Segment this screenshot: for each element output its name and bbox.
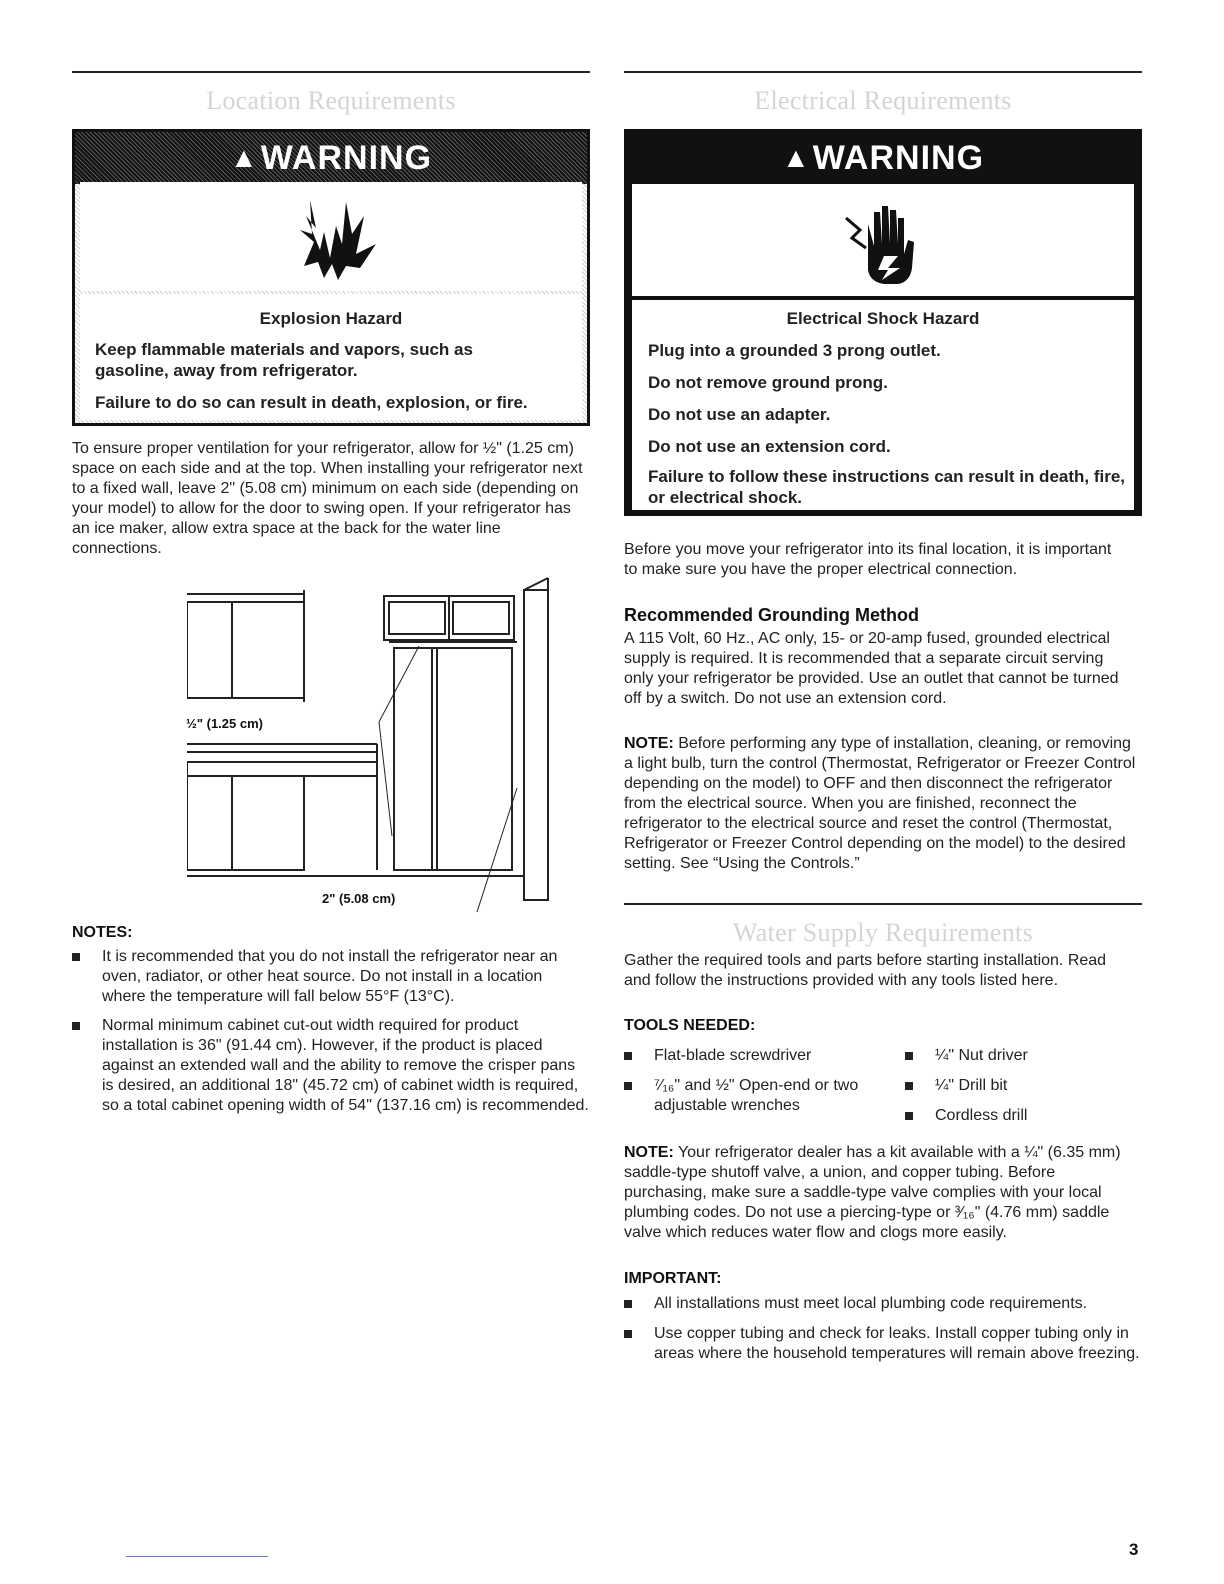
ventilation-paragraph: To ensure proper ventilation for your refrigerator, allow for ½" (1.25 cm) space on each side and at the top. When installing your refrigerator next to a fixed wall, leave 2" (5.08 cm) minimum on each side (depending on your model) to allow for the door to swing open. If your refrigerator has an ice maker, allow extra space at the back for the water line connections.	[72, 440, 583, 557]
important-label: IMPORTANT:	[624, 1270, 722, 1287]
shock-hazard-line: Failure to follow these instructions can result in death, fire, or electrical shock.	[648, 467, 1126, 507]
diagram-label-two-inch: 2" (5.08 cm)	[322, 891, 396, 906]
note-item	[72, 1016, 590, 1136]
shock-icon-panel	[632, 184, 1134, 296]
warning-label: WARNING	[260, 138, 433, 177]
shock-hazard-title: Electrical Shock Hazard	[786, 309, 980, 328]
bullet-square-icon	[905, 1052, 913, 1060]
important-item	[624, 1324, 1142, 1386]
section-divider	[624, 903, 1142, 905]
bullet-square-icon	[905, 1112, 913, 1120]
explosion-text-panel	[80, 294, 582, 420]
tools-needed-label: TOOLS NEEDED:	[624, 1017, 756, 1034]
tool-item	[905, 1076, 1142, 1098]
shock-hazard-line: Do not remove ground prong.	[648, 373, 888, 392]
note-text: Before performing any type of installation, cleaning, or removing a light bulb, turn the control (Thermostat, Refrigerator or Freezer Control depending on the model) to OFF and then disconnect the refrigerator from the electrical source. When you are finished, reconnect the refrigerator to the electrical source and reset the control (Thermostat, Refrigerator or Freezer Control depending on the model) to the desired setting. See “Using the Controls.”	[624, 735, 1136, 872]
shock-hazard-line: Do not use an adapter.	[648, 405, 831, 424]
important-text: Use copper tubing and check for leaks. Install copper tubing only in areas where the household temperatures will remain above freezing.	[654, 1325, 1140, 1362]
warning-label: WARNING	[812, 138, 985, 177]
note-label: NOTE:	[624, 1144, 674, 1161]
water-note-paragraph	[624, 1143, 1139, 1243]
warning-header	[627, 132, 1139, 184]
electrical-intro-paragraph: Before you move your refrigerator into its final location, it is important to make sure you have the proper electrical connection.	[624, 541, 1112, 578]
tool-text: ¼" Drill bit	[935, 1077, 1008, 1094]
electrical-note-paragraph	[624, 734, 1142, 874]
tool-item	[624, 1046, 904, 1068]
important-text: All installations must meet local plumbing code requirements.	[654, 1295, 1088, 1312]
explosion-icon-panel	[80, 182, 582, 291]
important-item	[624, 1294, 1142, 1316]
grounding-heading: Recommended Grounding Method	[624, 605, 919, 625]
explosion-hazard-line-2: Failure to do so can result in death, explosion, or fire.	[95, 393, 528, 412]
tool-item	[624, 1076, 904, 1120]
tool-item	[905, 1046, 1142, 1068]
tool-text: ⁷⁄₁₆" and ½" Open-end or two adjustable wrenches	[654, 1077, 859, 1114]
clearance-diagram	[187, 576, 567, 916]
grounding-paragraph: A 115 Volt, 60 Hz., AC only, 15- or 20-amp fused, grounded electrical supply is required. It is recommended that a separate circuit serving only your refrigerator be provided. Use an outlet that cannot be turned off by a switch. Do not use an extension cord.	[624, 630, 1119, 707]
note-text: It is recommended that you do not install the refrigerator near an oven, radiator, or other heat source. Do not install in a location where the temperature will fall below 55°F (13°C).	[102, 948, 558, 1005]
explosion-hazard-line-1: Keep flammable materials and vapors, such as gasoline, away from refrigerator.	[95, 340, 473, 380]
shock-text-panel	[632, 300, 1134, 510]
bullet-square-icon	[624, 1082, 632, 1090]
location-section-title: Location Requirements	[206, 86, 456, 115]
tool-text: Flat-blade screwdriver	[654, 1047, 812, 1064]
explosion-hazard-title: Explosion Hazard	[259, 309, 403, 328]
electrical-section-title: Electrical Requirements	[754, 86, 1012, 115]
shock-warning-box	[624, 129, 1142, 516]
tool-item	[905, 1106, 1142, 1128]
note-label: NOTE:	[624, 735, 674, 752]
notes-label: NOTES:	[72, 924, 133, 941]
footer-line	[126, 1556, 268, 1557]
note-item	[72, 947, 590, 1007]
water-intro-paragraph: Gather the required tools and parts before starting installation. Read and follow the instructions provided with any tools listed here.	[624, 952, 1107, 989]
page-number: 3	[1129, 1540, 1139, 1559]
warning-triangle-icon: ▲	[229, 142, 259, 173]
bullet-square-icon	[624, 1300, 632, 1308]
warning-header	[75, 132, 587, 184]
electric-shock-hand-icon	[632, 184, 1134, 296]
section-divider	[624, 71, 1142, 73]
shock-hazard-line: Do not use an extension cord.	[648, 437, 891, 456]
bullet-square-icon	[905, 1082, 913, 1090]
explosion-warning-box	[72, 129, 590, 426]
tool-text: Cordless drill	[935, 1107, 1028, 1124]
note-text: Normal minimum cabinet cut-out width required for product installation is 36" (91.44 cm). However, if the product is placed against an extended wall and the ability to remove the crisper pans is desired, an additional 18" (45.72 cm) of cabinet width is required, so a total cabinet opening width of 54" (137.16 cm) is recommended.	[102, 1017, 589, 1114]
tool-text: ¼" Nut driver	[935, 1047, 1028, 1064]
warning-triangle-icon: ▲	[781, 142, 811, 173]
bullet-square-icon	[72, 1022, 80, 1030]
diagram-label-half-inch: ½" (1.25 cm)	[186, 716, 263, 731]
bullet-square-icon	[72, 953, 80, 961]
note-text: Your refrigerator dealer has a kit available with a ¼" (6.35 mm) saddle-type shutoff valve, a union, and copper tubing. Before purchasing, make sure a saddle-type valve complies with your local plumbing codes. Do not use a piercing-type or ³⁄₁₆" (4.76 mm) saddle valve which reduces water flow and clogs more easily.	[624, 1144, 1121, 1241]
bullet-square-icon	[624, 1330, 632, 1338]
section-divider	[72, 71, 590, 73]
bullet-square-icon	[624, 1052, 632, 1060]
explosion-icon	[80, 182, 582, 291]
shock-hazard-line: Plug into a grounded 3 prong outlet.	[648, 341, 941, 360]
water-section-title: Water Supply Requirements	[732, 918, 1033, 947]
